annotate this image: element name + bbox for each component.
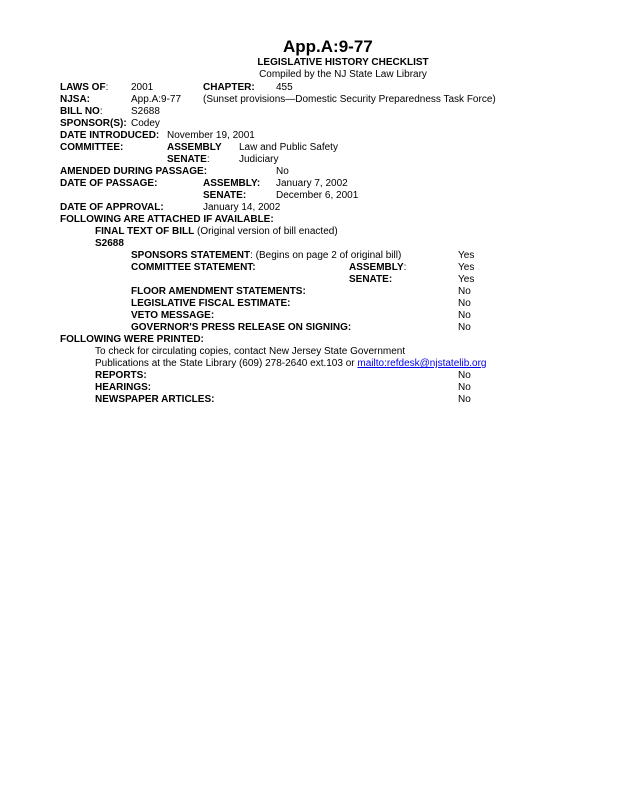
- njsa-description: (Sunset provisions—Domestic Security Preparedness Task Force): [203, 94, 496, 105]
- state-library-contact: Publications at the State Library (609) 278-2640 ext.103 or mailto:refdesk@njstatelib.org: [95, 358, 487, 369]
- passage-assembly-label: ASSEMBLY:: [203, 178, 261, 189]
- checklist-subtitle: LEGISLATIVE HISTORY CHECKLIST: [257, 57, 429, 68]
- floor-amendment-label: FLOOR AMENDMENT STATEMENTS:: [131, 286, 306, 297]
- newspaper-articles-value: No: [458, 394, 471, 405]
- fiscal-estimate-label: LEGISLATIVE FISCAL ESTIMATE:: [131, 298, 291, 309]
- committee-statement-label: COMMITTEE STATEMENT:: [131, 262, 256, 273]
- cs-senate-label: SENATE:: [349, 274, 393, 285]
- veto-message-label: VETO MESSAGE:: [131, 310, 215, 321]
- njsa-value: App.A:9-77: [131, 94, 182, 105]
- date-approval-label: DATE OF APPROVAL:: [60, 202, 164, 213]
- press-release-value: No: [458, 322, 471, 333]
- chapter-label: CHAPTER:: [203, 82, 255, 93]
- bill-no-label: BILL NO:: [60, 106, 103, 117]
- passage-senate-value: December 6, 2001: [276, 190, 359, 201]
- date-approval-value: January 14, 2002: [203, 202, 281, 213]
- cs-senate-value: Yes: [458, 274, 475, 285]
- sponsors-value: Codey: [131, 118, 160, 129]
- newspaper-articles-label: NEWSPAPER ARTICLES:: [95, 394, 215, 405]
- date-introduced-value: November 19, 2001: [167, 130, 255, 141]
- final-text-of-bill: FINAL TEXT OF BILL (Original version of bill enacted): [95, 226, 338, 237]
- date-passage-label: DATE OF PASSAGE:: [60, 178, 158, 189]
- laws-of-label: LAWS OF:: [60, 82, 109, 93]
- passage-senate-label: SENATE:: [203, 190, 247, 201]
- committee-assembly-value: Law and Public Safety: [239, 142, 338, 153]
- bill-no-value: S2688: [131, 106, 160, 117]
- committee-senate-label: SENATE:: [167, 154, 210, 165]
- sponsors-statement: SPONSORS STATEMENT: (Begins on page 2 of original bill): [131, 250, 402, 261]
- committee-assembly-label: ASSEMBLY: [167, 142, 222, 153]
- passage-assembly-value: January 7, 2002: [276, 178, 348, 189]
- floor-amendment-value: No: [458, 286, 471, 297]
- reports-label: REPORTS:: [95, 370, 147, 381]
- cs-assembly-label: ASSEMBLY:: [349, 262, 407, 273]
- njsa-label: NJSA:: [60, 94, 91, 105]
- chapter-value: 455: [276, 82, 293, 93]
- cs-assembly-value: Yes: [458, 262, 475, 273]
- sponsors-label: SPONSOR(S):: [60, 118, 127, 129]
- fiscal-estimate-value: No: [458, 298, 471, 309]
- hearings-value: No: [458, 382, 471, 393]
- sponsors-statement-value: Yes: [458, 250, 475, 261]
- circulating-copies-note: To check for circulating copies, contact New Jersey State Government: [95, 346, 406, 357]
- veto-message-value: No: [458, 310, 471, 321]
- reports-value: No: [458, 370, 471, 381]
- page-title: App.A:9-77: [283, 37, 373, 56]
- attached-heading: FOLLOWING ARE ATTACHED IF AVAILABLE:: [60, 214, 274, 225]
- press-release-label: GOVERNOR'S PRESS RELEASE ON SIGNING:: [131, 322, 352, 333]
- committee-label: COMMITTEE:: [60, 142, 124, 153]
- committee-senate-value: Judiciary: [239, 154, 279, 165]
- date-introduced-label: DATE INTRODUCED:: [60, 130, 160, 141]
- hearings-label: HEARINGS:: [95, 382, 152, 393]
- laws-of-value: 2001: [131, 82, 154, 93]
- amended-label: AMENDED DURING PASSAGE:: [60, 166, 208, 177]
- compiled-by: Compiled by the NJ State Law Library: [259, 69, 427, 80]
- printed-heading: FOLLOWING WERE PRINTED:: [60, 334, 204, 345]
- email-link[interactable]: mailto:refdesk@njstatelib.org: [357, 358, 487, 369]
- amended-value: No: [276, 166, 289, 177]
- attached-bill-number: S2688: [95, 238, 124, 249]
